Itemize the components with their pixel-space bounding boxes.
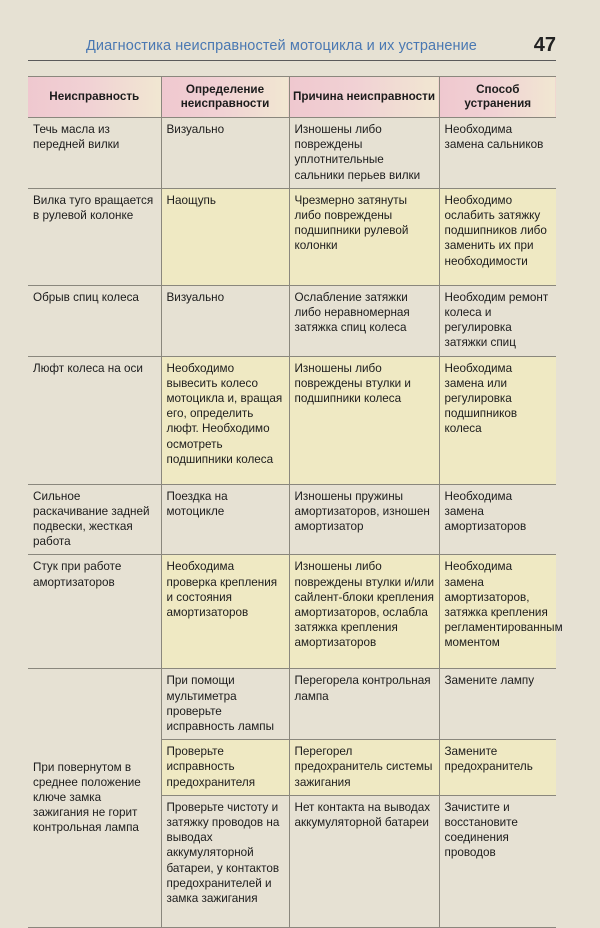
page-header <box>28 34 556 61</box>
remedy-cell: Зачистите и восстановите соединения проводов <box>439 795 556 927</box>
column-header-remedy: Способ устранения <box>439 77 556 118</box>
detection-cell: Необходима проверка крепления и состояния амортизаторов <box>161 555 289 669</box>
remedy-cell: Необходима замена амортизаторов, затяжка крепления регламентированным моментом <box>439 555 556 669</box>
column-header-fault: Неисправность <box>28 77 161 118</box>
column-header-cause: Причина неисправности <box>289 77 439 118</box>
table-row <box>28 669 556 740</box>
cause-cell: Изношены либо повреждены втулки и подшипники колеса <box>289 356 439 484</box>
cause-cell: Изношены либо повреждены уплотнительные сальники перьев вилки <box>289 118 439 189</box>
remedy-cell: Необходим ремонт колеса и регулировка затяжки спиц <box>439 285 556 356</box>
detection-cell: Проверьте чистоту и затяжку проводов на выводах аккумуляторной батареи, у контактов предохранителей и замка зажигания <box>161 795 289 927</box>
column-header-detection: Определение неисправности <box>161 77 289 118</box>
cause-cell: Перегорела контрольная лампа <box>289 669 439 740</box>
fault-table <box>28 76 563 928</box>
cause-cell: Изношены либо повреждены втулки и/или сайлент-блоки крепления амортизаторов, ослабла затяжка крепления амортизаторов <box>289 555 439 669</box>
fault-cell-warning-lamp: При повернутом в среднее положение ключе замка зажигания не горит контрольная лампа <box>28 669 161 927</box>
table-row <box>28 555 556 669</box>
detection-cell: Поездка на мотоцикле <box>161 484 289 555</box>
fault-cell: Сильное раскачивание задней подвески, жесткая работа <box>28 484 161 555</box>
fault-cell: Течь масла из передней вилки <box>28 118 161 189</box>
detection-cell: Необходимо вывесить колесо мотоцикла и, вращая его, определить люфт. Необходимо осмотреть подшипники колеса <box>161 356 289 484</box>
detection-cell: Наощупь <box>161 188 289 285</box>
remedy-cell: Необходима замена или регулировка подшипников колеса <box>439 356 556 484</box>
table-row <box>28 118 556 189</box>
table-header-row <box>28 77 556 118</box>
detection-cell: Визуально <box>161 118 289 189</box>
remedy-cell: Замените предохранитель <box>439 740 556 796</box>
cause-cell: Перегорел предохранитель системы зажигания <box>289 740 439 796</box>
cause-cell: Нет контакта на выводах аккумуляторной батареи <box>289 795 439 927</box>
cause-cell: Чрезмерно затянуты либо повреждены подшипники рулевой колонки <box>289 188 439 285</box>
page-number: 47 <box>533 34 556 56</box>
remedy-cell: Необходимо ослабить затяжку подшипников либо заменить их при необходимости <box>439 188 556 285</box>
fault-cell: Стук при работе амортизаторов <box>28 555 161 669</box>
cause-cell: Изношены пружины амортизаторов, изношен амортизатор <box>289 484 439 555</box>
fault-cell: Вилка туго вращается в рулевой колонке <box>28 188 161 285</box>
running-title: Диагностика неисправностей мотоцикла и их устранение <box>86 38 477 54</box>
table-row <box>28 285 556 356</box>
detection-cell: При помощи мультиметра проверьте исправность лампы <box>161 669 289 740</box>
table-row <box>28 356 556 484</box>
remedy-cell: Необходима замена амортизаторов <box>439 484 556 555</box>
cause-cell: Ослабление затяжки либо неравномерная затяжка спиц колеса <box>289 285 439 356</box>
remedy-cell: Замените лампу <box>439 669 556 740</box>
detection-cell: Проверьте исправность предохранителя <box>161 740 289 796</box>
remedy-cell: Необходима замена сальников <box>439 118 556 189</box>
fault-cell: Люфт колеса на оси <box>28 356 161 484</box>
table-row <box>28 484 556 555</box>
detection-cell: Визуально <box>161 285 289 356</box>
table-row <box>28 188 556 285</box>
fault-cell: Обрыв спиц колеса <box>28 285 161 356</box>
